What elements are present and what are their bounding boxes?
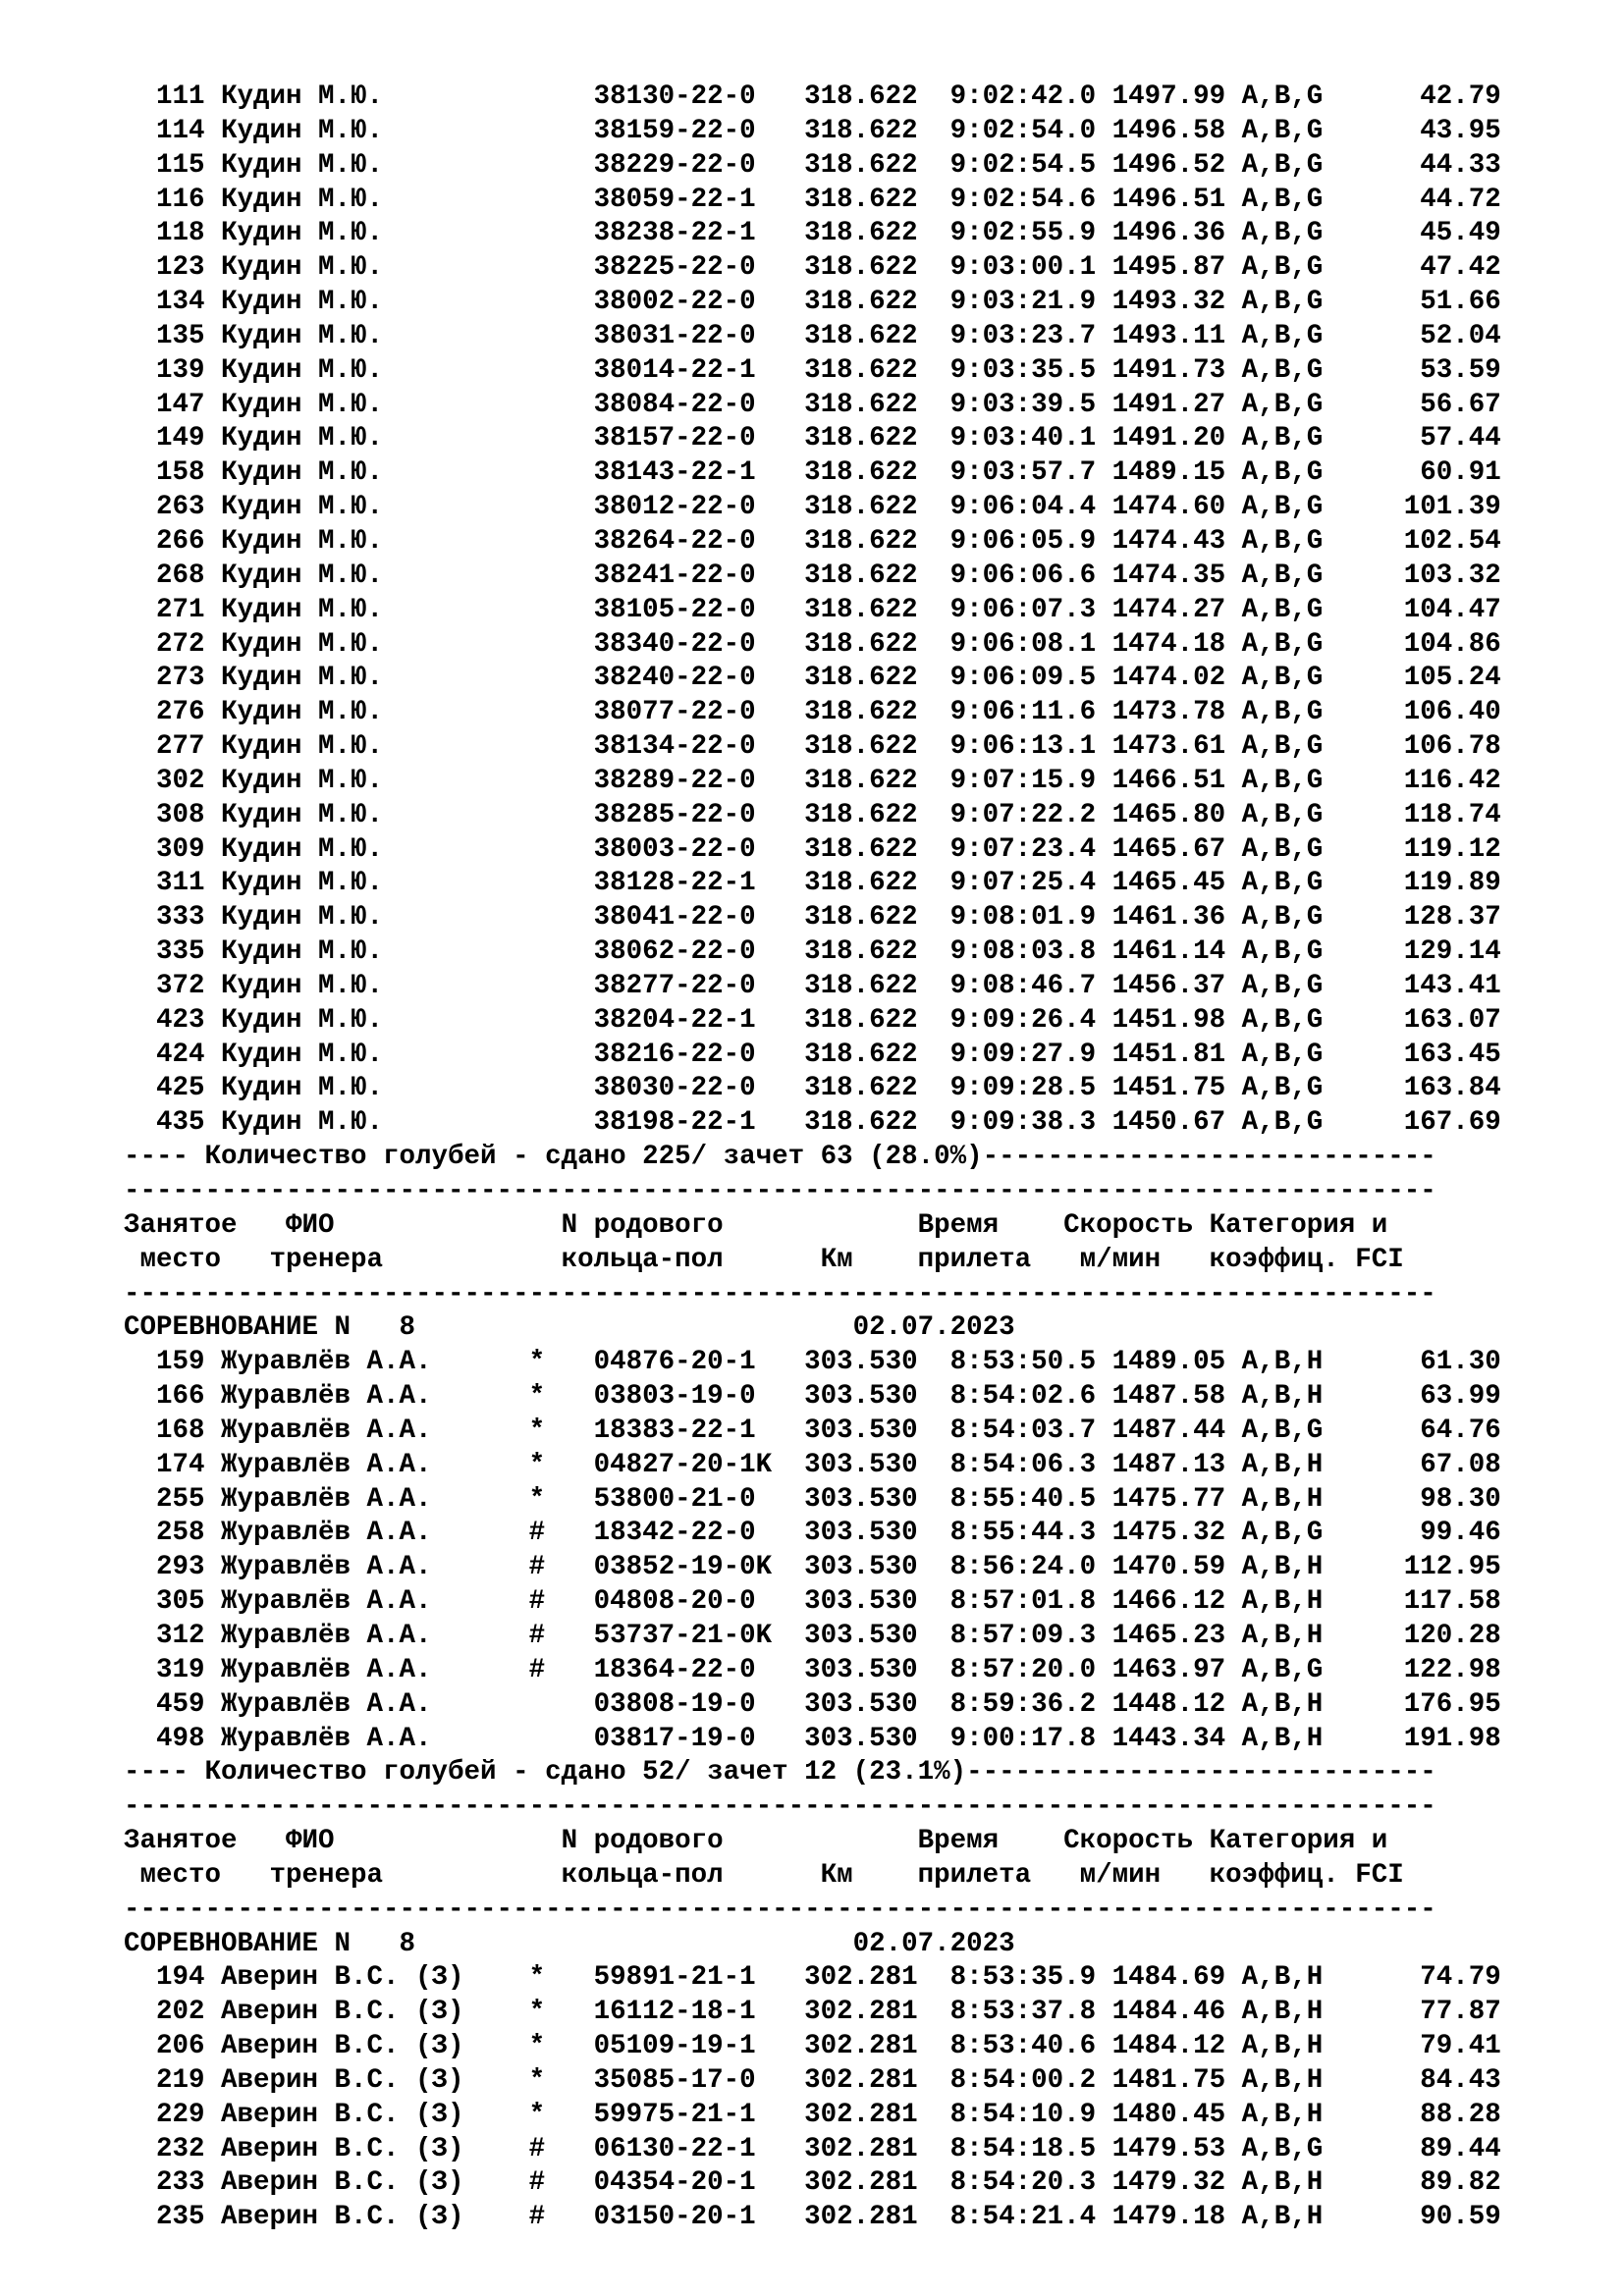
result-row: 498 Журавлёв А.А. 03817-19-0 303.530 9:00:17.8 1443.34 A,B,H 191.98 <box>124 1723 1501 1754</box>
result-row: 232 Аверин В.С. (З) # 06130-22-1 302.281 8:54:18.5 1479.53 A,B,G 89.44 <box>124 2133 1501 2164</box>
result-row: 424 Кудин М.Ю. 38216-22-0 318.622 9:09:27.9 1451.81 A,B,G 163.45 <box>124 1039 1501 1070</box>
result-row: 335 Кудин М.Ю. 38062-22-0 318.622 9:08:03.8 1461.14 A,B,G 129.14 <box>124 936 1501 968</box>
result-row: 114 Кудин М.Ю. 38159-22-0 318.622 9:02:54.0 1496.58 A,B,G 43.95 <box>124 115 1501 146</box>
result-row: 312 Журавлёв А.А. # 53737-21-0K 303.530 8:57:09.3 1465.23 A,B,H 120.28 <box>124 1620 1501 1651</box>
result-row: 272 Кудин М.Ю. 38340-22-0 318.622 9:06:08.1 1474.18 A,B,G 104.86 <box>124 628 1501 660</box>
result-row: 235 Аверин В.С. (З) # 03150-20-1 302.281 8:54:21.4 1479.18 A,B,H 90.59 <box>124 2202 1501 2233</box>
result-row: 202 Аверин В.С. (З) * 16112-18-1 302.281 8:53:37.8 1484.46 A,B,H 77.87 <box>124 1997 1501 2028</box>
header-line: место тренера кольца-пол Км прилета м/мин коэффиц. FCI <box>124 1244 1404 1275</box>
separator-line: --------------------------------------------------------------------------------- <box>124 1894 1436 1925</box>
result-row: 111 Кудин М.Ю. 38130-22-0 318.622 9:02:42.0 1497.99 A,B,G 42.79 <box>124 81 1501 112</box>
competition-line: СОРЕВНОВАНИЕ N 8 02.07.2023 <box>124 1312 1015 1344</box>
result-row: 147 Кудин М.Ю. 38084-22-0 318.622 9:03:39.5 1491.27 A,B,G 56.67 <box>124 389 1501 420</box>
result-row: 219 Аверин В.С. (З) * 35085-17-0 302.281 8:54:00.2 1481.75 A,B,H 84.43 <box>124 2064 1501 2096</box>
header-line: Занятое ФИО N родового Время Скорость Категория и <box>124 1826 1388 1857</box>
result-row: 435 Кудин М.Ю. 38198-22-1 318.622 9:09:38.3 1450.67 A,B,G 167.69 <box>124 1107 1501 1139</box>
result-row: 273 Кудин М.Ю. 38240-22-0 318.622 9:06:09.5 1474.02 A,B,G 105.24 <box>124 663 1501 694</box>
summary-line: ---- Количество голубей - сдано 225/ зачет 63 (28.0%)---------------------------- <box>124 1142 1436 1173</box>
result-row: 268 Кудин М.Ю. 38241-22-0 318.622 9:06:06.6 1474.35 A,B,G 103.32 <box>124 560 1501 591</box>
result-row: 118 Кудин М.Ю. 38238-22-1 318.622 9:02:55.9 1496.36 A,B,G 45.49 <box>124 218 1501 249</box>
results-printout <box>124 80 1597 2235</box>
header-line: место тренера кольца-пол Км прилета м/мин коэффиц. FCI <box>124 1859 1404 1891</box>
result-row: 174 Журавлёв А.А. * 04827-20-1K 303.530 8:54:06.3 1487.13 A,B,H 67.08 <box>124 1449 1501 1480</box>
result-row: 305 Журавлёв А.А. # 04808-20-0 303.530 8:57:01.8 1466.12 A,B,H 117.58 <box>124 1586 1501 1618</box>
result-row: 116 Кудин М.Ю. 38059-22-1 318.622 9:02:54.6 1496.51 A,B,G 44.72 <box>124 184 1501 215</box>
result-row: 311 Кудин М.Ю. 38128-22-1 318.622 9:07:25.4 1465.45 A,B,G 119.89 <box>124 868 1501 899</box>
result-row: 258 Журавлёв А.А. # 18342-22-0 303.530 8:55:44.3 1475.32 A,B,G 99.46 <box>124 1518 1501 1549</box>
result-row: 266 Кудин М.Ю. 38264-22-0 318.622 9:06:05.9 1474.43 A,B,G 102.54 <box>124 525 1501 557</box>
result-row: 271 Кудин М.Ю. 38105-22-0 318.622 9:06:07.3 1474.27 A,B,G 104.47 <box>124 594 1501 625</box>
result-row: 319 Журавлёв А.А. # 18364-22-0 303.530 8:57:20.0 1463.97 A,B,G 122.98 <box>124 1654 1501 1685</box>
result-row: 459 Журавлёв А.А. 03808-19-0 303.530 8:59:36.2 1448.12 A,B,H 176.95 <box>124 1688 1501 1720</box>
result-row: 166 Журавлёв А.А. * 03803-19-0 303.530 8:54:02.6 1487.58 A,B,H 63.99 <box>124 1381 1501 1413</box>
result-row: 293 Журавлёв А.А. # 03852-19-0K 303.530 8:56:24.0 1470.59 A,B,H 112.95 <box>124 1552 1501 1583</box>
result-row: 372 Кудин М.Ю. 38277-22-0 318.622 9:08:46.7 1456.37 A,B,G 143.41 <box>124 970 1501 1001</box>
result-row: 135 Кудин М.Ю. 38031-22-0 318.622 9:03:23.7 1493.11 A,B,G 52.04 <box>124 320 1501 351</box>
result-row: 139 Кудин М.Ю. 38014-22-1 318.622 9:03:35.5 1491.73 A,B,G 53.59 <box>124 354 1501 386</box>
result-row: 308 Кудин М.Ю. 38285-22-0 318.622 9:07:22.2 1465.80 A,B,G 118.74 <box>124 799 1501 830</box>
result-row: 194 Аверин В.С. (З) * 59891-21-1 302.281 8:53:35.9 1484.69 A,B,H 74.79 <box>124 1962 1501 1994</box>
result-row: 276 Кудин М.Ю. 38077-22-0 318.622 9:06:11.6 1473.78 A,B,G 106.40 <box>124 697 1501 728</box>
competition-line: СОРЕВНОВАНИЕ N 8 02.07.2023 <box>124 1928 1015 1959</box>
result-row: 333 Кудин М.Ю. 38041-22-0 318.622 9:08:01.9 1461.36 A,B,G 128.37 <box>124 902 1501 934</box>
result-row: 159 Журавлёв А.А. * 04876-20-1 303.530 8:53:50.5 1489.05 A,B,H 61.30 <box>124 1347 1501 1378</box>
result-row: 423 Кудин М.Ю. 38204-22-1 318.622 9:09:26.4 1451.98 A,B,G 163.07 <box>124 1004 1501 1036</box>
separator-line: --------------------------------------------------------------------------------- <box>124 1278 1436 1309</box>
result-row: 302 Кудин М.Ю. 38289-22-0 318.622 9:07:15.9 1466.51 A,B,G 116.42 <box>124 765 1501 796</box>
result-row: 229 Аверин В.С. (З) * 59975-21-1 302.281 8:54:10.9 1480.45 A,B,H 88.28 <box>124 2099 1501 2130</box>
result-row: 255 Журавлёв А.А. * 53800-21-0 303.530 8:55:40.5 1475.77 A,B,H 98.30 <box>124 1483 1501 1515</box>
result-row: 206 Аверин В.С. (З) * 05109-19-1 302.281 8:53:40.6 1484.12 A,B,H 79.41 <box>124 2031 1501 2062</box>
result-row: 149 Кудин М.Ю. 38157-22-0 318.622 9:03:40.1 1491.20 A,B,G 57.44 <box>124 423 1501 454</box>
separator-line: --------------------------------------------------------------------------------- <box>124 1791 1436 1823</box>
result-row: 425 Кудин М.Ю. 38030-22-0 318.622 9:09:28.5 1451.75 A,B,G 163.84 <box>124 1073 1501 1104</box>
header-line: Занятое ФИО N родового Время Скорость Категория и <box>124 1209 1388 1241</box>
result-row: 134 Кудин М.Ю. 38002-22-0 318.622 9:03:21.9 1493.32 A,B,G 51.66 <box>124 287 1501 318</box>
result-row: 263 Кудин М.Ю. 38012-22-0 318.622 9:06:04.4 1474.60 A,B,G 101.39 <box>124 492 1501 523</box>
result-row: 158 Кудин М.Ю. 38143-22-1 318.622 9:03:57.7 1489.15 A,B,G 60.91 <box>124 457 1501 489</box>
result-row: 309 Кудин М.Ю. 38003-22-0 318.622 9:07:23.4 1465.67 A,B,G 119.12 <box>124 833 1501 865</box>
result-row: 115 Кудин М.Ю. 38229-22-0 318.622 9:02:54.5 1496.52 A,B,G 44.33 <box>124 149 1501 181</box>
separator-line: --------------------------------------------------------------------------------- <box>124 1176 1436 1206</box>
result-row: 168 Журавлёв А.А. * 18383-22-1 303.530 8:54:03.7 1487.44 A,B,G 64.76 <box>124 1415 1501 1446</box>
result-row: 277 Кудин М.Ю. 38134-22-0 318.622 9:06:13.1 1473.61 A,B,G 106.78 <box>124 731 1501 763</box>
result-row: 233 Аверин В.С. (З) # 04354-20-1 302.281 8:54:20.3 1479.32 A,B,H 89.82 <box>124 2167 1501 2199</box>
result-row: 123 Кудин М.Ю. 38225-22-0 318.622 9:03:00.1 1495.87 A,B,G 47.42 <box>124 252 1501 284</box>
summary-line: ---- Количество голубей - сдано 52/ зачет 12 (23.1%)----------------------------- <box>124 1757 1436 1789</box>
